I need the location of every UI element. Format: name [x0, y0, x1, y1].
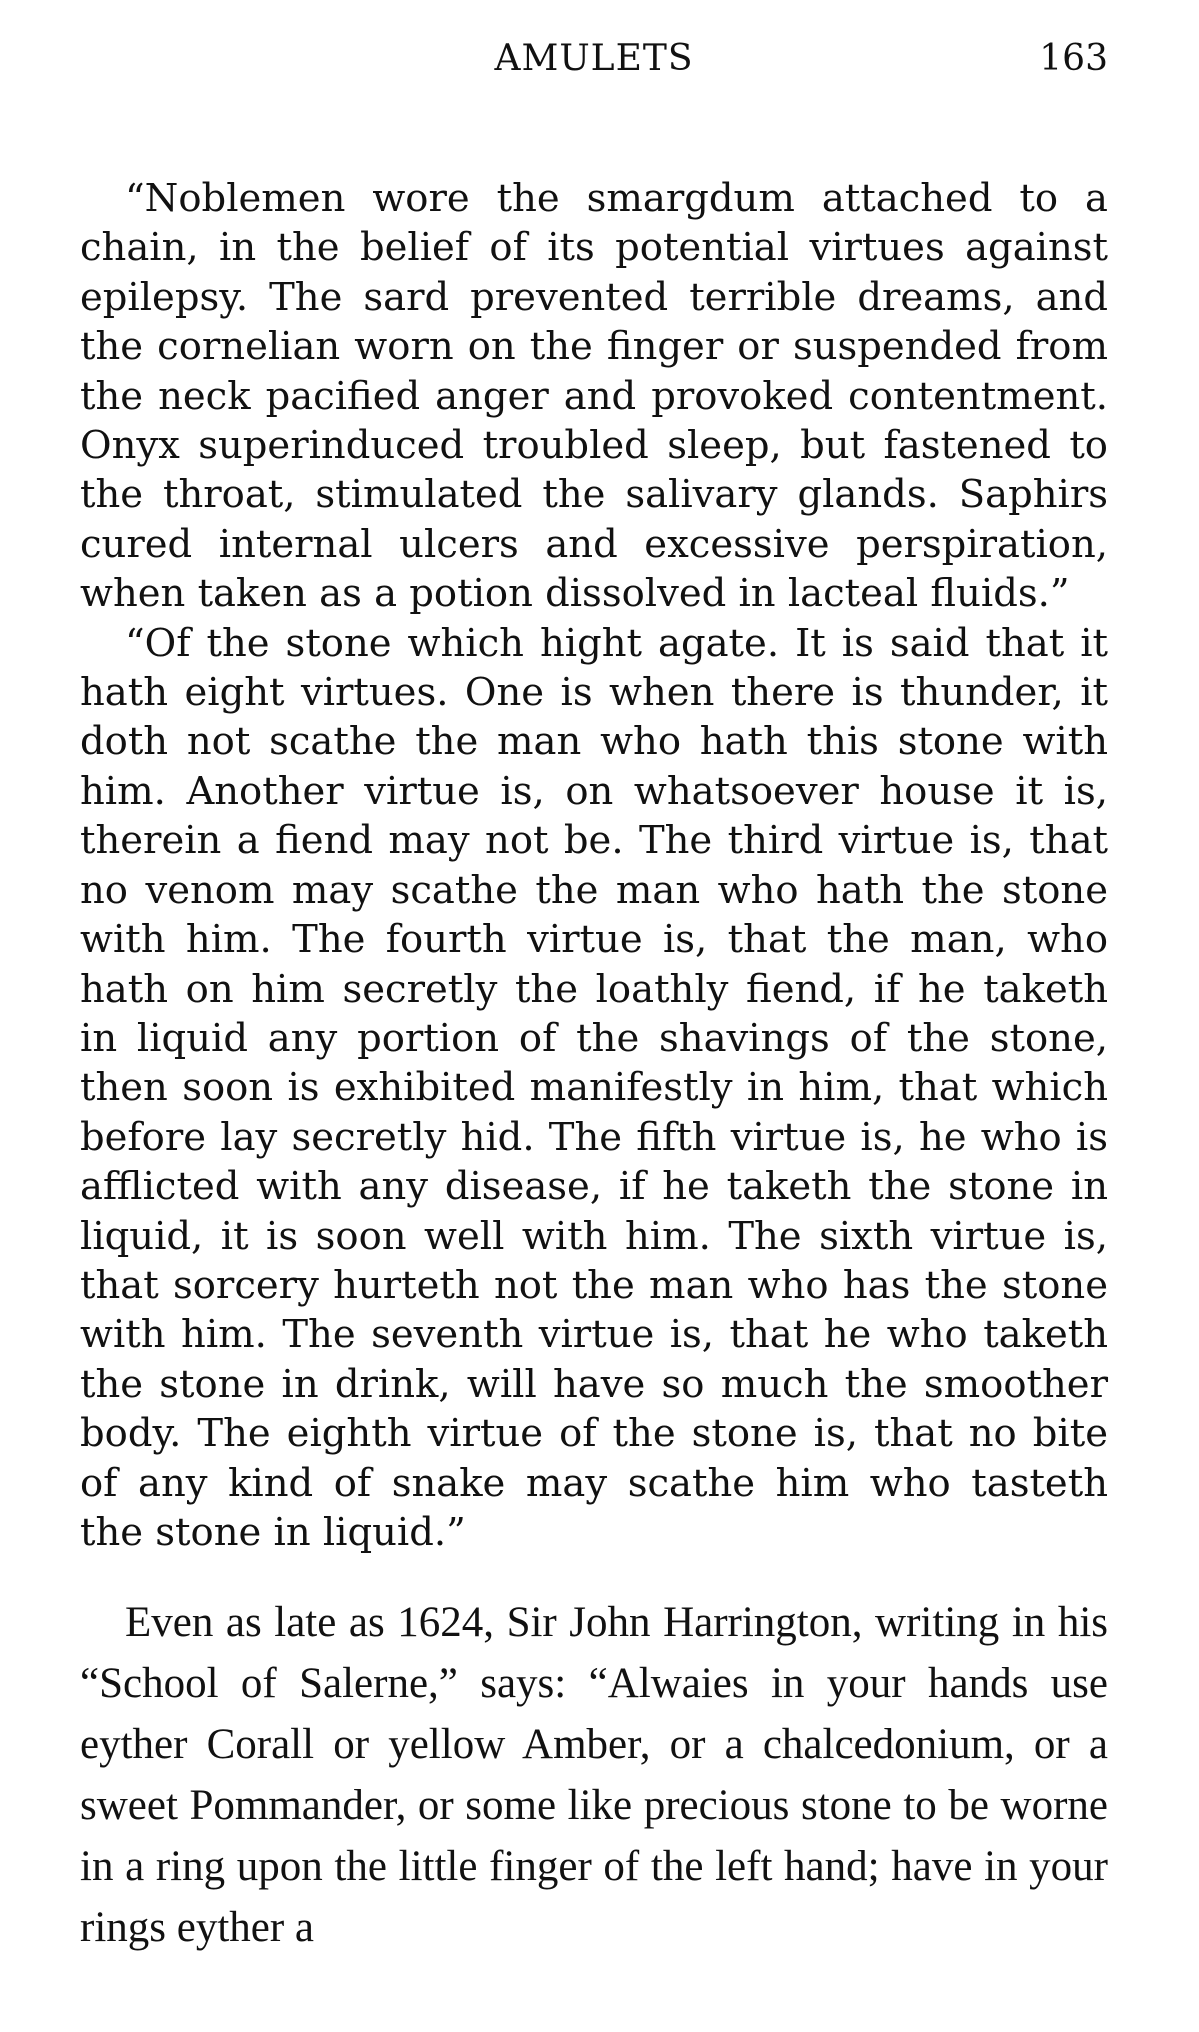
- quote-paragraph-agate: “Of the stone which hight agate. It is said that it hath eight virtues. One is when there is thunder, it doth not scathe the man who hath this stone with him. Another virtue is, on whatsoever house it is, therein a fiend may not be. The third virtue is, that no venom may scathe the man who hath the stone with him. The fourth virtue is, that the man, who hath on him secretly the loathly fiend, if he taketh in liquid any portion of the shavings of the stone, then soon is exhibited manifestly in him, that which before lay secretly hid. The fifth virtue is, he who is afflicted with any disease, if he taketh the stone in liquid, it is soon well with him. The sixth virtue is, that sorcery hurteth not the man who has the stone with him. The seventh virtue is, that he who taketh the stone in drink, will have so much the smoother body. The eighth virtue of the stone is, that no bite of any kind of snake may scathe him who tasteth the stone in liquid.”: [80, 620, 1108, 1555]
- running-head: [80, 38, 1108, 88]
- body-paragraph-harrington: Even as late as 1624, Sir John Harrington, writing in his “School of Salerne,” says: “Alwaies in your hands use eyther Corall or yellow Amber, or a chalcedonium, or a sweet Pommander, or some like precious stone to be worne in a ring upon the little finger of the left hand; have in your rings eyther a: [80, 1599, 1108, 1952]
- quote-paragraph-smargdum: “Noblemen wore the smargdum attached to a chain, in the belief of its potential virtues against epilepsy. The sard prevented terrible dreams, and the cornelian worn on the finger or suspended from the neck pacified anger and provoked contentment. Onyx superinduced troubled sleep, but fastened to the throat, stimulated the salivary glands. Saphirs cured internal ulcers and excessive perspiration, when taken as a potion dissolved in lacteal fluids.”: [80, 176, 1108, 617]
- page-number: 163: [1039, 38, 1108, 79]
- body-text: [80, 1592, 1108, 1958]
- quoted-passage: [80, 174, 1108, 1557]
- book-page: [80, 38, 1108, 1958]
- running-title: AMULETS: [494, 38, 694, 79]
